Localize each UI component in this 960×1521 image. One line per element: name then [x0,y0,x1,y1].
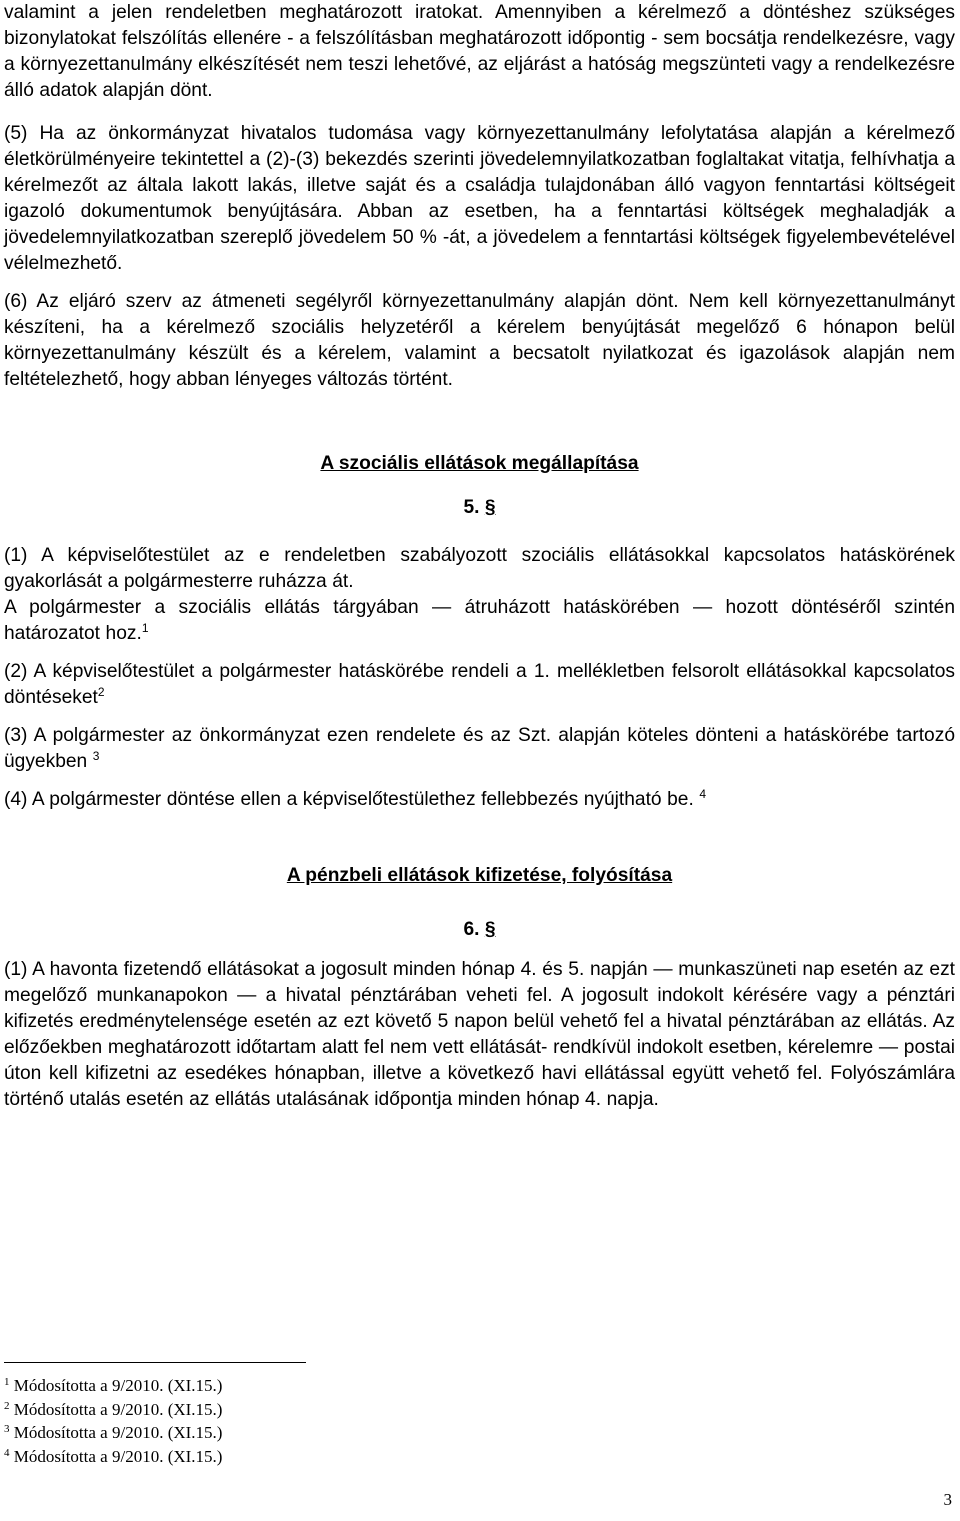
footnote-3 [4,1421,604,1445]
section-5-para-3 [4,723,955,775]
section-5-para-1: (1) A képviselőtestület az e rendeletben szabályozott szociális ellátásokkal kapcsolatos hatáskörének gyakorlását a polgármesterre ruházza át. [4,545,955,592]
section-6-number [4,917,955,943]
section-6-num: 6. [463,919,480,940]
section-5-para-1b-text: A polgármester a szociális ellátás tárgyában — átruházott hatáskörében — hozott döntéséről szintén határozatot hoz. [4,597,955,644]
footnote-num: 4 [4,1446,10,1459]
section-5-para-2-text: (2) A képviselőtestület a polgármester hatáskörébe rendeli a 1. mellékletben felsorolt ellátásokkal kapcsolatos döntéseket [4,661,955,708]
section-5-heading: A szociális ellátások megállapítása [320,453,639,474]
footnotes [4,1374,604,1468]
footnote-text: Módosította a 9/2010. (XI.15.) [13,1446,223,1466]
footnote-2 [4,1398,604,1422]
footnote-ref-4[interactable]: 4 [699,787,707,801]
section-6-para-1: (1) A havonta fizetendő ellátásokat a jogosult minden hónap 4. és 5. napján — munkaszüneti nap esetén az ezt megelőző munkanapokon — a hivatal pénztárában veheti fel. A jogosult indokolt kérésére vagy a pénztári kifizetés eredménytelensége esetén az ezt követő 5 napon belül vehető fel a hivatal pénztárában az ellátás. Az előzőekben meghatározott időtartam alatt fel nem vett ellátását- rendkívül indokolt esetben, kérelemre — postai úton kell kifizetni az esedékes hónapban, illetve a következő havi ellátással együtt vehető fel. Folyószámlára történő utalás esetén az ellátás utalásának időpontja minden hónap 4. napja. [4,959,955,1110]
page-number: 3 [943,1490,952,1509]
section-symbol: § [484,497,496,518]
footnote-1 [4,1374,604,1398]
footnote-ref-1[interactable]: 1 [141,621,149,635]
section-5-para-1b [4,595,955,647]
footnote-num: 3 [4,1423,10,1435]
footnote-text: Módosította a 9/2010. (XI.15.) [13,1376,223,1395]
footnote-4 [4,1445,604,1469]
section-5-num: 5. [463,497,480,518]
document-page [4,0,955,1113]
section-symbol: § [484,919,496,940]
section-5-para-4-text: (4) A polgármester döntése ellen a képviselőtestülethez fellebbezés nyújtható be. [4,789,694,810]
paragraph-continuation: valamint a jelen rendeletben meghatározott iratokat. Amennyiben a kérelmező a döntéshez szükséges bizonylatokat felszólítás ellenére - a felszólításban meghatározott időpontig - sem bocsátja rendelkezésre, vagy a környezettanulmány elkészítését nem teszi lehetővé, az eljárást a hatóság megszünteti vagy a rendelkezésre álló adatok alapján dönt. [4,2,955,101]
footnote-ref-3[interactable]: 3 [92,749,100,763]
section-5-para-4 [4,787,955,813]
paragraph-6: (6) Az eljáró szerv az átmeneti segélyről környezettanulmány alapján dönt. Nem kell környezettanulmányt készíteni, ha a kérelmező szociális helyzetéről a kérelem benyújtását megelőző 6 hónapon belül környezettanulmány készült és a kérelem, valamint a becsatolt nyilatkozat és igazolások alapján nem feltételezhető, hogy abban lényeges változás történt. [4,291,955,390]
section-5-para-3-text: (3) A polgármester az önkormányzat ezen rendelete és az Szt. alapján köteles dönteni a hatáskörébe tartozó ügyekben [4,725,955,772]
footnote-num: 2 [4,1399,10,1412]
footnote-divider [4,1362,306,1363]
footnote-text: Módosította a 9/2010. (XI.15.) [13,1399,223,1419]
section-5-number [4,495,955,521]
section-6-heading: A pénzbeli ellátások kifizetése, folyósítása [286,865,673,886]
section-5-para-2 [4,659,955,711]
footnote-num: 1 [4,1376,10,1388]
footnote-ref-2[interactable]: 2 [97,685,105,699]
footnote-text: Módosította a 9/2010. (XI.15.) [13,1423,223,1442]
paragraph-5: (5) Ha az önkormányzat hivatalos tudomása vagy környezettanulmány lefolytatása alapján a kérelmező életkörülményeire tekintettel a (2)-(3) bekezdés szerinti jövedelemnyilatkozatban foglaltakat vitatja, felhívhatja a kérelmezőt az általa lakott lakás, illetve saját és a családja tulajdonában álló vagyon fenntartási költségeit igazoló dokumentumok benyújtására. Abban az esetben, ha a fenntartási költségek meghaladják a jövedelemnyilatkozatban szereplő jövedelem 50 % -át, a jövedelem a fenntartási költségek figyelembevételével vélelmezhető. [4,123,955,274]
